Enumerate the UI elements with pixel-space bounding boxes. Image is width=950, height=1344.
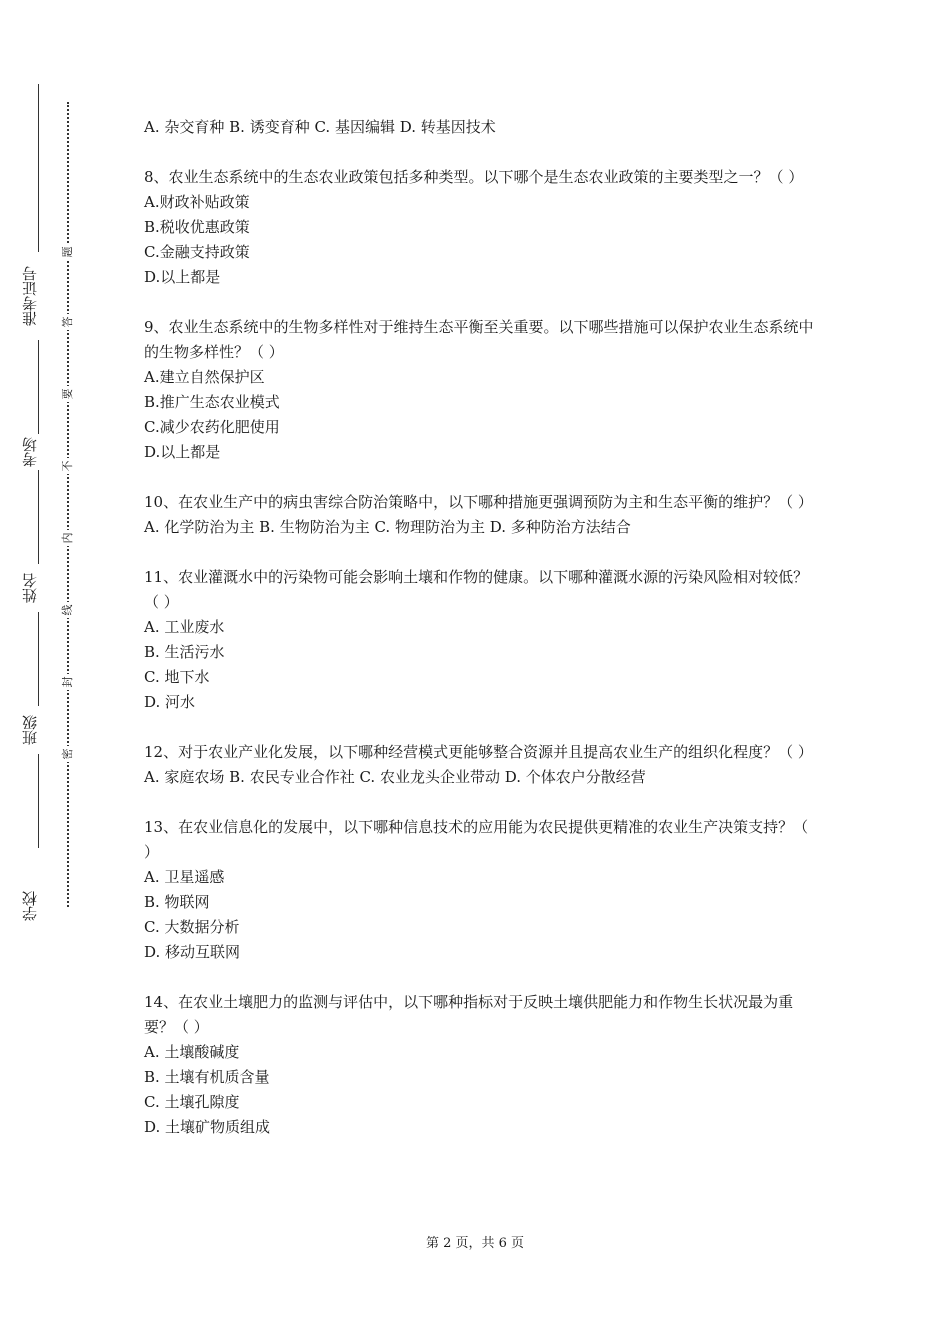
question-9 (144, 315, 814, 465)
seal-char: 不 (60, 458, 76, 474)
question-option: A. 工业废水 (144, 618, 225, 636)
page-footer: 第 2 页，共 6 页 (425, 1236, 525, 1251)
label-exam-id: 准考证号 (21, 266, 39, 326)
seal-char: 要 (60, 386, 76, 402)
question-option: A. 卫星遥感 (144, 868, 225, 886)
question-option: A.财政补贴政策 (144, 193, 250, 211)
seal-char: 题 (60, 244, 76, 260)
question-stem: 11、农业灌溉水中的污染物可能会影响土壤和作物的健康。以下哪种灌溉水源的污染风险相对较低？（ ） (144, 568, 809, 611)
question-content (144, 115, 814, 1165)
underline-exam-room (38, 340, 39, 434)
question-option: D.以上都是 (144, 268, 221, 286)
question-13 (144, 815, 814, 965)
question-12 (144, 740, 814, 790)
question-options: A. 家庭农场 B. 农民专业合作社 C. 农业龙头企业带动 D. 个体农户分散经营 (144, 768, 646, 786)
label-exam-room: 考场 (21, 437, 39, 467)
question-stem: 12、对于农业产业化发展，以下哪种经营模式更能够整合资源并且提高农业生产的组织化程度？（ ） (144, 743, 813, 761)
question-option: B. 土壤有机质含量 (144, 1068, 270, 1086)
question-option: C.金融支持政策 (144, 243, 250, 261)
question-option: C. 大数据分析 (144, 918, 240, 936)
question-option: A. 土壤酸碱度 (144, 1043, 240, 1061)
question-option: D.以上都是 (144, 443, 221, 461)
binding-margin (0, 0, 100, 1344)
underline-name (38, 470, 39, 564)
question-option: B.推广生态农业模式 (144, 393, 280, 411)
question-7-tail (144, 115, 814, 140)
question-option: C.减少农药化肥使用 (144, 418, 280, 436)
question-option: D. 土壤矿物质组成 (144, 1118, 271, 1136)
question-stem: 9、农业生态系统中的生物多样性对于维持生态平衡至关重要。以下哪些措施可以保护农业生态系统中的生物多样性？（ ） (144, 318, 814, 361)
seal-char: 答 (60, 314, 76, 330)
question-option: D. 河水 (144, 693, 196, 711)
question-stem: 10、在农业生产中的病虫害综合防治策略中，以下哪种措施更强调预防为主和生态平衡的维护？（ ） (144, 493, 813, 511)
seal-char: 密 (60, 746, 76, 762)
underline-school (38, 754, 39, 848)
question-14 (144, 990, 814, 1140)
question-option: B. 物联网 (144, 893, 210, 911)
question-stem: 14、在农业土壤肥力的监测与评估中，以下哪种指标对于反映土壤供肥能力和作物生长状况最为重要？（ ） (144, 993, 794, 1036)
question-options: A. 杂交育种 B. 诱变育种 C. 基因编辑 D. 转基因技术 (144, 118, 496, 136)
seal-char: 封 (60, 674, 76, 690)
seal-dotted-line (67, 102, 69, 907)
question-stem: 8、农业生态系统中的生态农业政策包括多种类型。以下哪个是生态农业政策的主要类型之一？（ ） (144, 168, 804, 186)
question-option: C. 土壤孔隙度 (144, 1093, 240, 1111)
question-option: B.税收优惠政策 (144, 218, 250, 236)
underline-exam-id (38, 84, 39, 252)
seal-char: 线 (60, 602, 76, 618)
question-option: C. 地下水 (144, 668, 210, 686)
label-class: 班级 (21, 715, 39, 745)
question-8 (144, 165, 814, 290)
question-11 (144, 565, 814, 715)
question-options: A. 化学防治为主 B. 生物防治为主 C. 物理防治为主 D. 多种防治方法结合 (144, 518, 631, 536)
label-name: 姓名 (21, 573, 39, 603)
question-option: A.建立自然保护区 (144, 368, 265, 386)
label-school: 学校 (21, 891, 39, 921)
underline-class (38, 612, 39, 706)
question-option: D. 移动互联网 (144, 943, 241, 961)
question-option: B. 生活污水 (144, 643, 225, 661)
seal-char: 内 (60, 530, 76, 546)
question-10 (144, 490, 814, 540)
question-stem: 13、在农业信息化的发展中，以下哪种信息技术的应用能为农民提供更精准的农业生产决策支持？（ ） (144, 818, 809, 861)
